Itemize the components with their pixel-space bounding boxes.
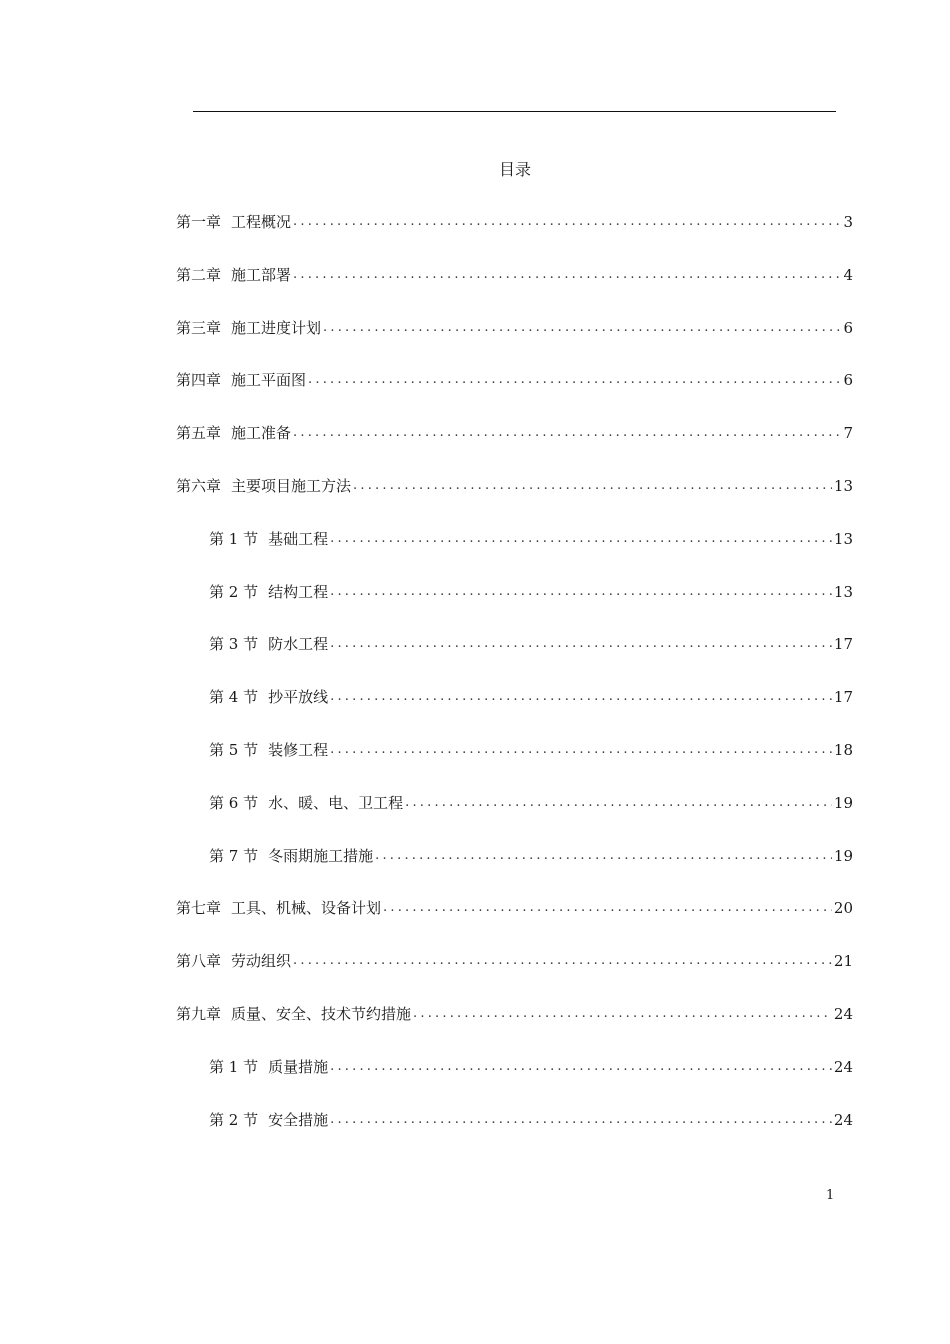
toc-entry-page: 6 [843,371,853,390]
toc-entry[interactable] [176,316,853,340]
toc-dot-leader [293,210,841,234]
toc-dot-leader [330,527,832,551]
toc-entry-page: 21 [833,952,853,971]
toc-entry[interactable] [176,421,853,445]
toc-dot-leader [293,263,841,287]
toc-entry-label: 施工准备 [231,424,292,443]
toc-entry[interactable] [209,844,853,868]
toc-entry-page: 19 [833,846,853,865]
toc-entry-number: 第四章 [176,371,222,390]
toc-entry[interactable] [209,580,853,604]
header-rule [193,111,836,112]
toc-entry-page: 4 [843,265,853,284]
toc-entry-label: 施工进度计划 [231,318,322,337]
toc-entry-page: 17 [833,635,853,654]
page-number: 1 [826,1188,835,1203]
toc-entry-page: 13 [833,529,853,548]
toc-entry-page: 24 [833,1005,853,1023]
toc-entry-number: 第 1 节 [209,1057,259,1076]
toc-entry-label: 劳动组织 [231,952,292,971]
toc-entry-number: 第 3 节 [209,635,259,654]
toc-entry-number: 第九章 [176,1005,222,1023]
toc-dot-leader [383,896,832,920]
toc-entry-page: 24 [833,1057,853,1076]
toc-entry-number: 第 5 节 [209,741,259,759]
toc-entry[interactable] [176,474,853,498]
toc-entry-number: 第 7 节 [209,846,259,865]
toc-entry-page: 19 [833,793,853,812]
toc-entry-number: 第一章 [176,213,222,231]
toc-entry-label: 抄平放线 [268,688,329,707]
toc-entry-page: 24 [833,1110,853,1129]
toc-entry[interactable] [176,368,853,392]
toc-dot-leader [375,844,832,868]
toc-dot-leader [330,1055,832,1079]
toc-entry[interactable] [209,632,853,656]
toc-entry[interactable] [176,1002,853,1026]
toc-entry-label: 质量、安全、技术节约措施 [231,1005,412,1023]
toc-entry-number: 第八章 [176,952,222,971]
toc-entry[interactable] [209,1055,853,1079]
toc-entry-page: 13 [833,477,853,495]
toc-entry[interactable] [209,1108,853,1132]
toc-entry[interactable] [176,949,853,973]
toc-entry-label: 水、暖、电、卫工程 [268,793,404,812]
toc-entry-number: 第六章 [176,477,222,495]
toc-dot-leader [405,791,832,815]
toc-entry-number: 第三章 [176,318,222,337]
toc-entry-number: 第二章 [176,265,222,284]
toc-dot-leader [330,685,832,709]
toc-entry-label: 质量措施 [268,1057,329,1076]
toc-dot-leader [353,474,832,498]
toc-title: 目录 [498,160,531,179]
toc-entry-page: 7 [843,424,853,443]
toc-entry[interactable] [209,738,853,762]
toc-entry-number: 第 4 节 [209,688,259,707]
toc-entry-number: 第 2 节 [209,582,259,601]
toc-entry-label: 主要项目施工方法 [231,477,352,495]
toc-entry[interactable] [176,263,853,287]
toc-entry-label: 装修工程 [268,741,329,759]
toc-entry-page: 18 [833,741,853,759]
toc-entry-label: 工程概况 [231,213,292,231]
toc-entry-page: 13 [833,582,853,601]
toc-entry-label: 施工平面图 [231,371,307,390]
toc-entry[interactable] [209,791,853,815]
toc-entry-number: 第 6 节 [209,793,259,812]
toc-dot-leader [323,316,841,340]
toc-entry-label: 安全措施 [268,1110,329,1129]
toc-entry-label: 结构工程 [268,582,329,601]
toc-dot-leader [330,1108,832,1132]
toc-entry-label: 施工部署 [231,265,292,284]
toc-entry[interactable] [209,527,853,551]
toc-entry-number: 第五章 [176,424,222,443]
toc-dot-leader [308,368,841,392]
toc-entry-page: 20 [833,899,853,918]
toc-dot-leader [330,738,832,762]
toc-entry-label: 防水工程 [268,635,329,654]
toc-entry-label: 工具、机械、设备计划 [231,899,382,918]
toc-dot-leader [293,949,832,973]
toc-entry-label: 冬雨期施工措施 [268,846,374,865]
toc-entry-number: 第七章 [176,899,222,918]
toc-entry[interactable] [209,685,853,709]
toc-entry-number: 第 1 节 [209,529,259,548]
toc-dot-leader [293,421,841,445]
toc-dot-leader [330,632,832,656]
toc-dot-leader [413,1002,832,1026]
toc-entry[interactable] [176,896,853,920]
toc-dot-leader [330,580,832,604]
toc-entry[interactable] [176,210,853,234]
toc-entry-page: 6 [843,318,853,337]
toc-entry-number: 第 2 节 [209,1110,259,1129]
toc-entry-page: 3 [843,213,853,231]
toc-entry-label: 基础工程 [268,529,329,548]
toc-entry-page: 17 [833,688,853,707]
